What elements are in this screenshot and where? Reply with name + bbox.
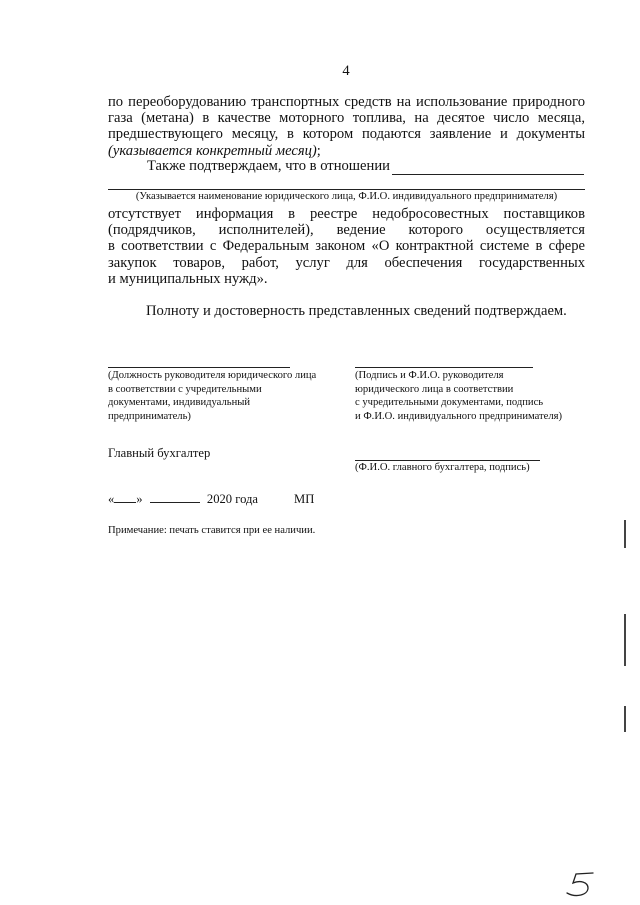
month-blank [150, 492, 200, 503]
paragraph-line: и муниципальных нужд». [108, 270, 268, 287]
caption-line: (Подпись и Ф.И.О. руководителя [355, 370, 504, 381]
paragraph-registry [108, 206, 585, 287]
paragraph-line: в соответствии с Федеральным законом «О контрактной системе в сфере [108, 238, 585, 255]
caption-line: предприниматель) [108, 410, 191, 422]
italic-note: (указывается конкретный месяц) [108, 142, 317, 159]
page-number: 4 [342, 63, 350, 79]
paragraph-intro [108, 94, 585, 159]
caption-line: с учредительными документами, подпись [355, 397, 544, 408]
head-signature-line [355, 367, 533, 368]
position-signature-line [108, 367, 290, 368]
scan-edge-mark [624, 614, 626, 666]
entity-caption: (Указывается наименование юридического лица, Ф.И.О. индивидуального предпринимателя) [135, 191, 558, 202]
handwritten-page-mark [560, 868, 602, 900]
note-text: Примечание: печать ставится при ее наличии. [108, 525, 316, 536]
accountant-caption: (Ф.И.О. главного бухгалтера, подпись) [355, 462, 530, 473]
also-confirm-text: Также подтверждаем, что в отношении [147, 158, 390, 174]
scan-edge-mark [624, 520, 626, 548]
caption-line: (Должность руководителя юридического лица [108, 370, 317, 381]
entity-fill-line [392, 174, 584, 175]
chief-accountant-label: Главный бухгалтер [108, 446, 211, 460]
position-caption [108, 369, 316, 423]
scan-edge-mark [624, 706, 626, 732]
day-blank [114, 492, 136, 503]
confirmation-text: Полноту и достоверность представленных сведений подтверждаем. [146, 303, 567, 319]
close-quote: » [136, 492, 143, 506]
caption-line: юридического лица в соответствии [355, 383, 514, 395]
open-quote: « [108, 492, 115, 506]
paragraph-line: (подрядчиков, исполнителей), ведение которого осуществляется [108, 222, 585, 239]
paragraph-line [108, 143, 585, 159]
year-text: 2020 года [206, 492, 259, 506]
paragraph-line: газа (метана) в качестве моторного топлива, на десятое число месяца, [108, 110, 585, 127]
paragraph-line: по переоборудованию транспортных средств на использование природного [108, 94, 585, 110]
italic-after: ; [316, 142, 321, 159]
caption-line: документами, индивидуальный [108, 397, 251, 408]
paragraph-line: отсутствует информация в реестре недобросовестных поставщиков [108, 206, 585, 222]
seal-label: МП [294, 492, 315, 506]
paragraph-line: закупок товаров, работ, услуг для обеспечения государственных [108, 254, 585, 271]
caption-line: и Ф.И.О. индивидуального предпринимателя) [355, 410, 563, 422]
head-signature-caption [355, 369, 562, 423]
paragraph-line: предшествующего месяцу, в котором подаются заявление и документы [108, 126, 585, 143]
caption-line: в соответствии с учредительными [108, 383, 262, 395]
date-line [108, 492, 258, 507]
